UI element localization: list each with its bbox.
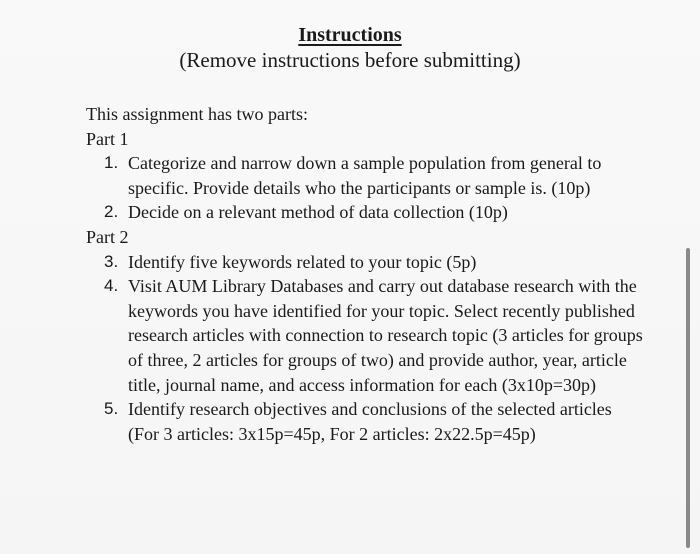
list-item-number: 3. — [104, 251, 119, 271]
list-item-text: Identify research objectives and conclusions of the selected articles (For 3 articles: 3x15p=45p, For 2 articles: 2x22.5p=45p) — [128, 399, 612, 444]
list-item — [86, 250, 646, 275]
part-2-label: Part 2 — [86, 226, 129, 247]
page-title: Instructions — [298, 24, 402, 46]
list-item-number: 2. — [104, 202, 119, 222]
page-subtitle: (Remove instructions before submitting) — [179, 48, 521, 72]
list-item-text: Categorize and narrow down a sample population from general to specific. Provide details who the participants or sample is. (10p) — [128, 153, 602, 198]
instructions-body — [86, 102, 646, 446]
vertical-scrollbar[interactable] — [686, 248, 690, 548]
list-item-text: Visit AUM Library Databases and carry out database research with the keywords you have identified for your topic. Select recently published research articles with connection to research topic (3 articles for groups of three, 2 articles for groups of two) and provide author, year, article title, journal name, and access information for each (3x10p=30p) — [128, 276, 643, 395]
list-item-text: Decide on a relevant method of data collection (10p) — [128, 202, 508, 223]
list-item — [86, 151, 646, 200]
list-item-number: 4. — [104, 276, 119, 296]
list-item — [86, 200, 646, 225]
list-item — [86, 397, 646, 446]
list-item-number: 1. — [104, 153, 119, 173]
intro-text: This assignment has two parts: — [86, 104, 308, 124]
list-item — [86, 274, 646, 397]
part-1-label: Part 1 — [86, 128, 129, 149]
list-item-text: Identify five keywords related to your topic (5p) — [128, 251, 477, 272]
list-item-number: 5. — [104, 399, 119, 419]
